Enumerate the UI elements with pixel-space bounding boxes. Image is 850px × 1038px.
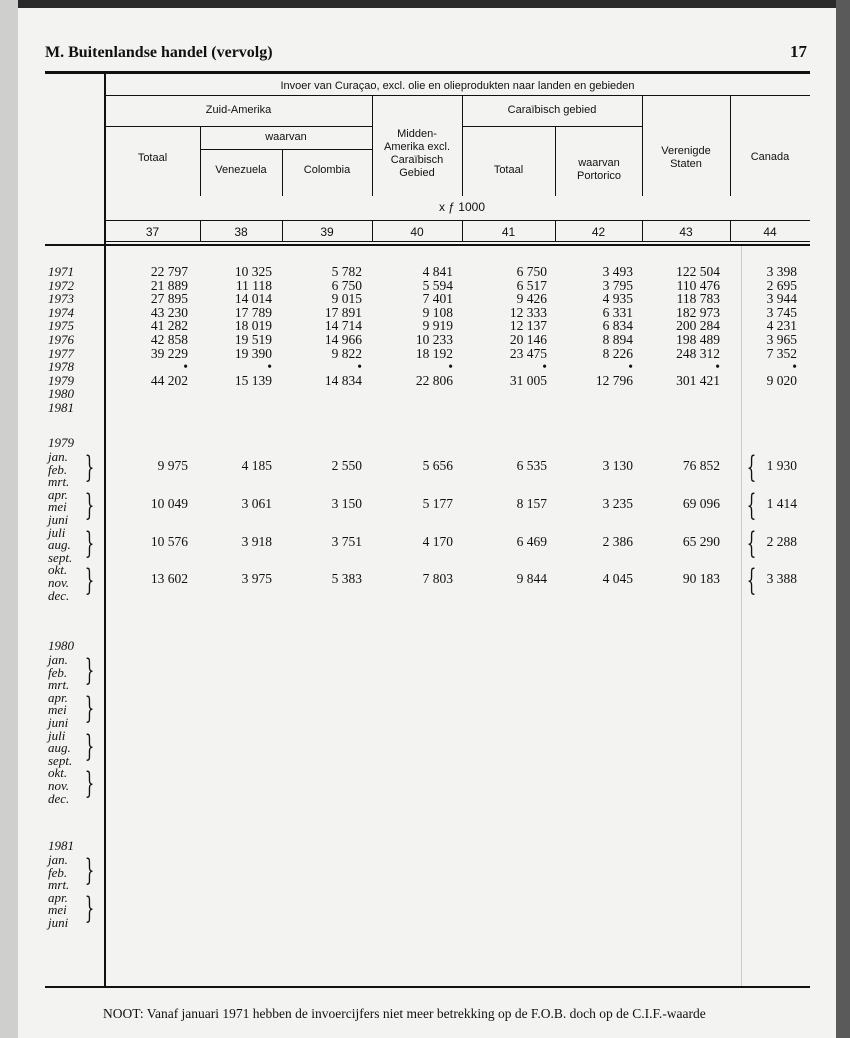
cell-value: 12 333 xyxy=(509,304,547,320)
row-label-month: jan. xyxy=(48,449,68,464)
cell-value: 17 789 xyxy=(234,304,272,320)
brace-icon: { xyxy=(746,563,757,599)
brace-icon: } xyxy=(84,690,95,726)
column-number: 39 xyxy=(320,225,334,239)
cell-value: 4 231 xyxy=(766,318,797,334)
cell-value: 4 185 xyxy=(241,458,272,473)
cell-value: 3 398 xyxy=(766,264,797,279)
cell-value: 44 202 xyxy=(150,372,188,388)
scan-right-edge xyxy=(836,0,850,1038)
cell-value: 3 235 xyxy=(602,495,633,511)
bottom-rule xyxy=(45,986,810,988)
row-label-year: 1981 xyxy=(48,838,74,853)
cell-value: 10 049 xyxy=(150,495,188,511)
cell-value: • xyxy=(715,359,720,375)
cell-value: 14 714 xyxy=(324,318,362,334)
cell-value: 9 015 xyxy=(331,291,362,307)
row-label-month: dec. xyxy=(48,790,70,806)
cell-value: 4 841 xyxy=(422,264,453,279)
rule xyxy=(200,220,201,241)
brace-icon: } xyxy=(84,525,95,561)
cell-value: 9 426 xyxy=(516,291,547,307)
cell-value: 5 177 xyxy=(422,495,453,511)
column-number: 41 xyxy=(501,225,516,239)
cell-value: 6 469 xyxy=(516,533,547,549)
row-label-month: mei xyxy=(48,702,67,718)
unit-label: x ƒ 1000 xyxy=(438,200,486,214)
row-label-month: apr. xyxy=(48,889,68,905)
cell-value: 43 230 xyxy=(150,304,188,320)
rule xyxy=(372,220,373,241)
brace-icon: } xyxy=(84,890,95,926)
rule xyxy=(105,220,810,221)
row-label-month: sept. xyxy=(48,549,73,565)
cell-value: 2 695 xyxy=(766,277,797,293)
scan-left-edge xyxy=(0,0,18,1038)
column-number: 44 xyxy=(763,225,777,239)
cell-value: 39 229 xyxy=(150,345,188,361)
row-label-month: feb. xyxy=(48,461,68,477)
page-title: M. Buitenlandse handel (vervolg) xyxy=(45,44,273,61)
cell-value: 23 475 xyxy=(509,345,547,361)
col-header-canada: Canada xyxy=(750,151,790,163)
group-zuid-amerika: Zuid-Amerika xyxy=(205,104,272,116)
cell-value: 10 576 xyxy=(150,533,188,549)
rule xyxy=(105,241,810,242)
rule xyxy=(105,95,810,96)
row-label-month: mei xyxy=(48,902,67,918)
cell-value: 10 233 xyxy=(415,332,453,347)
cell-value: 9 108 xyxy=(422,304,453,320)
col-header-totaal-car: Totaal xyxy=(493,164,524,176)
row-label-month: juni xyxy=(48,512,69,527)
rule xyxy=(372,95,373,196)
row-label-year: 1976 xyxy=(48,332,74,347)
page-number: 17 xyxy=(790,42,807,61)
row-label-month: dec. xyxy=(48,587,70,603)
cell-value: 14 966 xyxy=(324,332,362,347)
cell-value: 8 226 xyxy=(602,345,633,361)
row-label-month: jan. xyxy=(48,852,68,867)
cell-value: 1 414 xyxy=(766,495,797,511)
cell-value: 12 137 xyxy=(509,318,547,334)
cell-value: • xyxy=(628,359,633,375)
cell-value: 200 284 xyxy=(676,318,720,334)
cell-value: 3 493 xyxy=(602,264,633,279)
col-header-totaal-za: Totaal xyxy=(137,152,168,164)
cell-value: 69 096 xyxy=(682,495,720,511)
cell-value: 5 656 xyxy=(422,458,453,473)
row-label-month: mrt. xyxy=(48,474,70,490)
cell-value: 3 918 xyxy=(241,533,272,549)
cell-value: 122 504 xyxy=(676,264,720,279)
cell-value: 3 388 xyxy=(766,571,797,587)
cell-value: 1 930 xyxy=(766,458,797,473)
row-label-year: 1975 xyxy=(48,318,74,334)
row-label-year: 1980 xyxy=(48,386,74,402)
cell-value: 76 852 xyxy=(682,458,720,473)
row-label-month: aug. xyxy=(48,740,71,756)
cell-value: 19 519 xyxy=(234,332,272,347)
rule xyxy=(282,220,283,241)
row-label-month: sept. xyxy=(48,752,73,768)
cell-value: 13 602 xyxy=(150,571,188,587)
brace-icon: } xyxy=(84,487,95,523)
cell-value: 17 891 xyxy=(324,304,362,320)
rule xyxy=(730,220,731,241)
cell-value: 14 014 xyxy=(234,291,272,307)
row-label-month: feb. xyxy=(48,864,68,880)
cell-value: 41 282 xyxy=(150,318,188,334)
row-label-month: mei xyxy=(48,499,67,515)
cell-value: 90 183 xyxy=(682,571,720,587)
brace-icon: } xyxy=(84,450,95,485)
rule xyxy=(555,126,556,196)
cell-value: 18 019 xyxy=(234,318,272,334)
cell-value: 3 944 xyxy=(766,291,797,307)
row-label-month: juni xyxy=(48,915,69,930)
row-label-month: feb. xyxy=(48,664,68,680)
rule xyxy=(45,244,810,246)
cell-value: 7 352 xyxy=(766,345,797,361)
brace-icon: } xyxy=(84,766,95,802)
column-number: 43 xyxy=(679,225,693,239)
stub-divider xyxy=(104,74,106,986)
row-label-month: apr. xyxy=(48,486,68,502)
cell-value: 3 751 xyxy=(331,533,362,549)
cell-value: 14 834 xyxy=(324,372,362,388)
cell-value: 9 919 xyxy=(422,318,453,334)
row-label-year: 1973 xyxy=(48,291,74,307)
cell-value: 118 783 xyxy=(676,291,720,307)
row-label-month: nov. xyxy=(48,778,70,793)
cell-value: 31 005 xyxy=(509,372,547,388)
row-label-year: 1981 xyxy=(48,400,74,415)
brace-icon: { xyxy=(746,450,757,485)
cell-value: • xyxy=(357,359,362,375)
cell-value: 21 889 xyxy=(150,277,188,293)
col-header-midden-amerika: Midden-Amerika excl. Caraïbisch Gebied xyxy=(383,128,451,179)
cell-value: 5 782 xyxy=(331,264,362,279)
cell-value: 3 745 xyxy=(766,304,797,320)
cell-value: 2 288 xyxy=(766,533,797,549)
cell-value: 8 157 xyxy=(516,495,547,511)
cell-value: 3 965 xyxy=(766,332,797,347)
cell-value: • xyxy=(542,359,547,375)
col-header-venezuela: Venezuela xyxy=(215,164,267,176)
row-label-month: juli xyxy=(48,727,66,743)
cell-value: 6 750 xyxy=(331,277,362,293)
column-number: 38 xyxy=(234,225,248,239)
cell-value: 198 489 xyxy=(676,332,720,347)
row-label-month: juli xyxy=(48,524,66,540)
cell-value: 6 750 xyxy=(516,264,547,279)
cell-value: 4 045 xyxy=(602,571,633,587)
cell-value: 6 834 xyxy=(602,318,633,334)
cell-value: 6 331 xyxy=(602,304,633,320)
cell-value: 12 796 xyxy=(595,372,633,388)
row-label-year: 1980 xyxy=(48,638,74,653)
cell-value: 4 170 xyxy=(422,533,453,549)
cell-value: 9 844 xyxy=(516,571,547,587)
scan-top-edge xyxy=(0,0,850,8)
row-label-year: 1978 xyxy=(48,359,74,375)
cell-value: 182 973 xyxy=(676,304,720,320)
cell-value: 27 895 xyxy=(150,291,188,307)
row-label-month: juni xyxy=(48,715,69,730)
top-rule xyxy=(45,71,810,74)
column-number: 37 xyxy=(145,225,160,239)
row-label-year: 1979 xyxy=(48,435,74,450)
cell-value: 11 118 xyxy=(235,277,272,293)
cell-value: 3 975 xyxy=(241,571,272,587)
row-label-year: 1971 xyxy=(48,264,74,279)
cell-value: • xyxy=(183,359,188,375)
cell-value: 42 858 xyxy=(150,332,188,347)
row-label-month: aug. xyxy=(48,537,71,553)
row-label-month: jan. xyxy=(48,652,68,667)
column-number: 42 xyxy=(591,225,606,239)
col-header-portorico: waarvan Portorico xyxy=(576,157,622,182)
cell-value: 20 146 xyxy=(509,332,547,347)
cell-value: 3 150 xyxy=(331,495,362,511)
rule xyxy=(105,126,373,127)
cell-value: • xyxy=(792,359,797,375)
rule xyxy=(642,95,643,196)
col-header-verenigde-staten: Verenigde Staten xyxy=(661,145,711,170)
cell-value: 6 535 xyxy=(516,458,547,473)
cell-value: 4 935 xyxy=(602,291,633,307)
rule xyxy=(555,220,556,241)
brace-icon: } xyxy=(84,728,95,764)
cell-value: 301 421 xyxy=(676,372,720,388)
rule xyxy=(730,95,731,196)
column-number: 40 xyxy=(410,225,424,239)
rule xyxy=(462,126,642,127)
cell-value: 5 594 xyxy=(422,277,453,293)
row-label-month: apr. xyxy=(48,689,68,705)
rule xyxy=(642,220,643,241)
row-label-month: mrt. xyxy=(48,677,70,693)
cell-value: 6 517 xyxy=(516,277,547,293)
cell-value: 8 894 xyxy=(602,332,633,347)
cell-value: 19 390 xyxy=(234,345,272,361)
cell-value: 22 797 xyxy=(150,264,188,279)
cell-value: 248 312 xyxy=(676,345,720,361)
row-label-month: mrt. xyxy=(48,877,70,893)
brace-icon: { xyxy=(746,487,757,523)
group-caraibisch: Caraïbisch gebied xyxy=(507,104,597,116)
cell-value: 7 803 xyxy=(422,571,453,587)
cell-value: 110 476 xyxy=(676,277,720,293)
cell-value: 9 020 xyxy=(766,372,797,388)
rule xyxy=(462,220,463,241)
cell-value: 3 061 xyxy=(241,495,272,511)
brace-icon: } xyxy=(84,653,95,688)
group-waarvan: waarvan xyxy=(265,131,307,143)
brace-icon: } xyxy=(84,563,95,599)
cell-value: 10 325 xyxy=(234,264,272,279)
brace-icon: } xyxy=(84,853,95,888)
cell-value: 2 386 xyxy=(602,533,633,549)
cell-value: 3 795 xyxy=(602,277,633,293)
cell-value: 7 401 xyxy=(422,291,453,307)
cell-value: 9 822 xyxy=(331,345,362,361)
cell-value: • xyxy=(448,359,453,375)
brace-icon: { xyxy=(746,525,757,561)
cell-value: 2 550 xyxy=(331,458,362,473)
cell-value: 65 290 xyxy=(682,533,720,549)
rule xyxy=(200,149,372,150)
cell-value: 5 383 xyxy=(331,571,362,587)
cell-value: • xyxy=(267,359,272,375)
row-label-year: 1979 xyxy=(48,372,74,388)
row-label-year: 1972 xyxy=(48,277,74,293)
cell-value: 18 192 xyxy=(415,345,453,361)
row-label-year: 1977 xyxy=(48,345,74,361)
footnote: NOOT: Vanaf januari 1971 hebben de invoercijfers niet meer betrekking op de F.O.B. doch op de C.I.F.-waarde xyxy=(103,1006,706,1021)
cell-value: 15 139 xyxy=(234,372,272,388)
row-label-month: okt. xyxy=(48,562,68,578)
row-label-month: okt. xyxy=(48,765,68,781)
cell-value: 9 975 xyxy=(157,458,188,473)
col-header-colombia: Colombia xyxy=(303,164,351,176)
cell-value: 22 806 xyxy=(415,372,453,388)
row-label-month: nov. xyxy=(48,575,70,590)
row-label-year: 1974 xyxy=(48,304,74,320)
cell-value: 3 130 xyxy=(602,458,633,473)
table-caption: Invoer van Curaçao, excl. olie en olieprodukten naar landen en gebieden xyxy=(280,80,635,92)
